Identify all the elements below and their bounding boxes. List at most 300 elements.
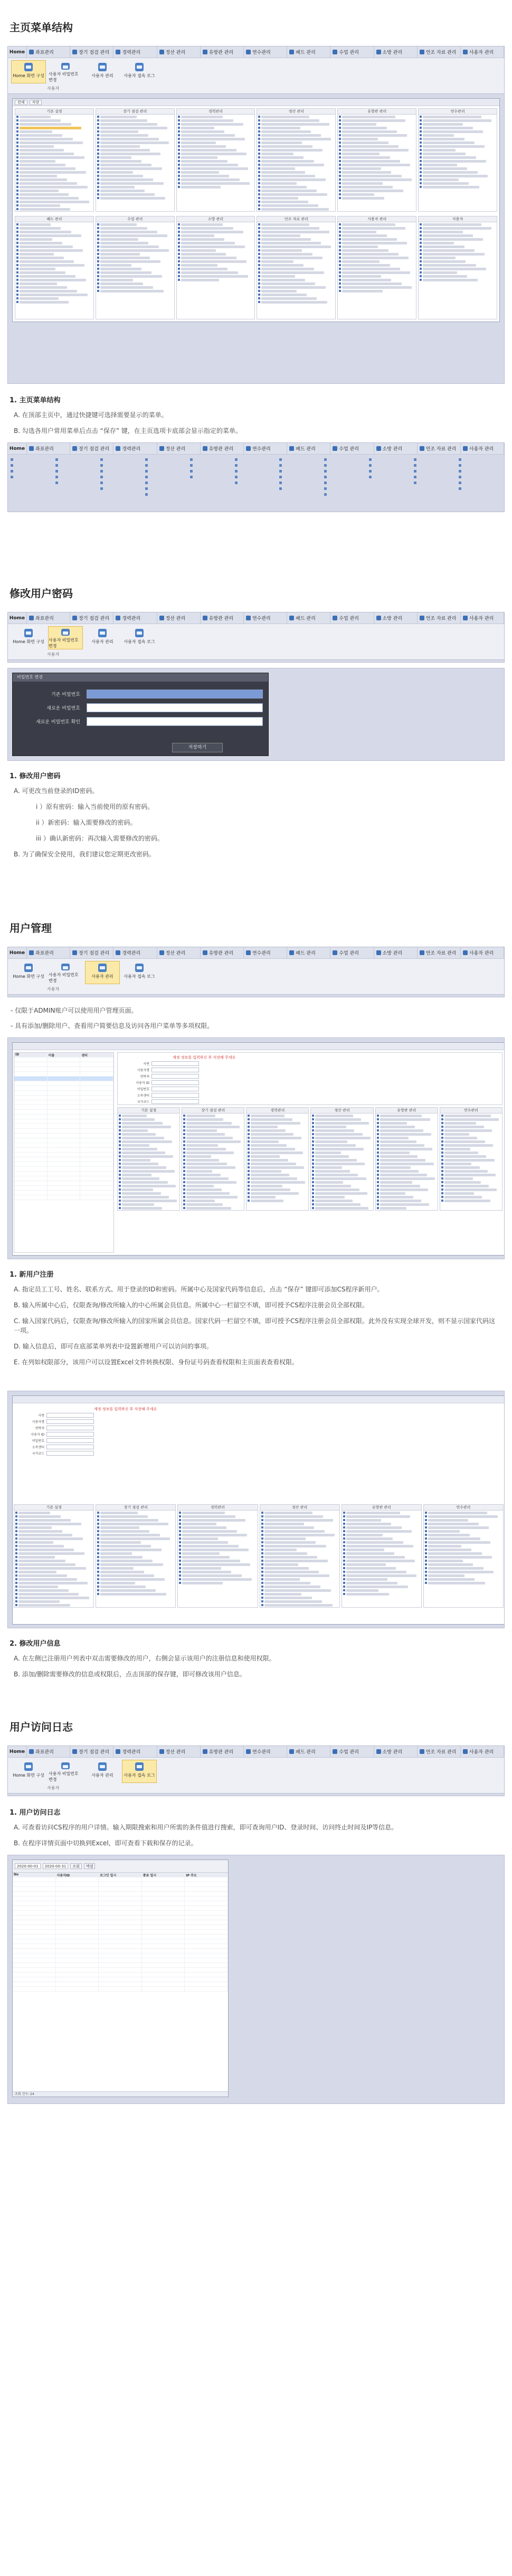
ribbon-tab[interactable] bbox=[157, 612, 201, 624]
ribbon-tab[interactable] bbox=[27, 46, 70, 58]
ribbon-tab[interactable] bbox=[244, 947, 287, 958]
table-row[interactable] bbox=[14, 1186, 113, 1191]
tree-node[interactable] bbox=[428, 1567, 483, 1570]
tree-node[interactable] bbox=[264, 1556, 318, 1559]
tree-node[interactable] bbox=[182, 1567, 221, 1570]
tree-node[interactable] bbox=[181, 141, 216, 144]
tree-node[interactable] bbox=[181, 138, 245, 140]
tree-node[interactable] bbox=[261, 175, 315, 177]
tree-node[interactable] bbox=[315, 1133, 362, 1136]
tree-node[interactable] bbox=[181, 246, 245, 248]
menu-entry[interactable] bbox=[279, 474, 323, 480]
tree-node[interactable] bbox=[181, 160, 228, 163]
tree-node[interactable] bbox=[444, 1192, 474, 1195]
ribbon-tab[interactable] bbox=[157, 443, 201, 454]
tree-node[interactable] bbox=[423, 130, 483, 133]
ribbon-tab[interactable] bbox=[8, 1746, 27, 1757]
tree-node[interactable] bbox=[122, 1181, 168, 1184]
tree-node[interactable] bbox=[342, 123, 376, 126]
tree-node[interactable] bbox=[346, 1523, 392, 1525]
tree-node[interactable] bbox=[186, 1126, 240, 1128]
table-row[interactable] bbox=[13, 1963, 228, 1968]
tree-node[interactable] bbox=[122, 1177, 159, 1180]
tree-node[interactable] bbox=[261, 231, 329, 233]
tree-node[interactable] bbox=[428, 1523, 479, 1525]
tree-node[interactable] bbox=[315, 1115, 353, 1117]
tree-node[interactable] bbox=[342, 130, 396, 133]
menu-entry[interactable] bbox=[234, 463, 278, 468]
tree-node[interactable] bbox=[100, 1530, 149, 1533]
ribbon-tab[interactable] bbox=[157, 1746, 201, 1757]
table-row[interactable] bbox=[14, 1058, 113, 1062]
tree-node[interactable] bbox=[428, 1512, 488, 1514]
tree-node[interactable] bbox=[100, 190, 145, 192]
tree-node[interactable] bbox=[251, 1115, 284, 1117]
ribbon-tab[interactable] bbox=[27, 612, 70, 624]
tree-node[interactable] bbox=[423, 153, 466, 155]
table-row[interactable] bbox=[13, 1949, 228, 1954]
tree-node[interactable] bbox=[380, 1192, 405, 1195]
menu-entry[interactable] bbox=[413, 468, 457, 474]
tree-node[interactable] bbox=[186, 1188, 222, 1191]
tree-node[interactable] bbox=[264, 1526, 315, 1529]
old-password-input[interactable] bbox=[87, 690, 263, 699]
tree-node[interactable] bbox=[261, 208, 328, 211]
tree-node[interactable] bbox=[264, 1574, 329, 1577]
tree-node[interactable] bbox=[182, 1552, 220, 1555]
tree-node[interactable] bbox=[181, 130, 225, 133]
ribbon-tab[interactable] bbox=[461, 443, 504, 454]
tree-node[interactable] bbox=[18, 1571, 56, 1573]
tree-node[interactable] bbox=[264, 1582, 310, 1584]
ribbon-tool-button[interactable] bbox=[85, 1760, 120, 1783]
tree-node[interactable] bbox=[315, 1192, 367, 1195]
tree-node[interactable] bbox=[181, 268, 228, 270]
menu-entry[interactable] bbox=[324, 463, 367, 468]
tree-node[interactable] bbox=[428, 1530, 460, 1533]
tree-node[interactable] bbox=[100, 1593, 166, 1596]
ribbon-tool-button[interactable] bbox=[85, 60, 120, 83]
menu-entry[interactable] bbox=[368, 463, 412, 468]
tree-node[interactable] bbox=[20, 242, 62, 244]
tree-node[interactable] bbox=[181, 264, 217, 267]
tree-node[interactable] bbox=[261, 134, 320, 137]
tree-node[interactable] bbox=[181, 249, 216, 252]
tree-node[interactable] bbox=[20, 290, 77, 292]
menu-entry[interactable] bbox=[279, 486, 323, 492]
tree-node[interactable] bbox=[186, 1159, 219, 1162]
tree-node[interactable] bbox=[181, 271, 238, 274]
tree-node[interactable] bbox=[380, 1200, 422, 1202]
tree-node[interactable] bbox=[186, 1203, 223, 1206]
tree-node[interactable] bbox=[100, 279, 133, 281]
tree-node[interactable] bbox=[346, 1530, 412, 1533]
ribbon-tab[interactable] bbox=[70, 947, 113, 958]
tree-node[interactable] bbox=[444, 1140, 485, 1143]
tree-node[interactable] bbox=[342, 145, 398, 148]
form-input[interactable] bbox=[151, 1087, 199, 1091]
ribbon-tab[interactable] bbox=[418, 947, 461, 958]
tree-node[interactable] bbox=[261, 164, 324, 166]
menu-entry[interactable] bbox=[189, 468, 233, 474]
tree-node[interactable] bbox=[182, 1519, 245, 1522]
tree-node[interactable] bbox=[18, 1530, 62, 1533]
tree-node[interactable] bbox=[444, 1118, 499, 1121]
tree-node[interactable] bbox=[181, 275, 248, 278]
ribbon-tab[interactable] bbox=[330, 947, 374, 958]
tree-node[interactable] bbox=[380, 1185, 420, 1187]
tree-node[interactable] bbox=[346, 1545, 414, 1548]
tree-node[interactable] bbox=[181, 279, 219, 281]
tree-node[interactable] bbox=[342, 171, 391, 174]
tree-node[interactable] bbox=[423, 268, 486, 270]
tree-node[interactable] bbox=[264, 1586, 321, 1588]
menu-entry[interactable] bbox=[145, 463, 188, 468]
form-input[interactable] bbox=[46, 1432, 94, 1437]
table-row[interactable] bbox=[14, 1195, 113, 1200]
ribbon-tab[interactable] bbox=[113, 443, 157, 454]
tree-node[interactable] bbox=[264, 1593, 302, 1596]
tree-node[interactable] bbox=[20, 249, 83, 252]
tree-node[interactable] bbox=[261, 156, 304, 159]
table-row[interactable] bbox=[13, 1887, 228, 1892]
tree-node[interactable] bbox=[20, 116, 51, 118]
tree-node[interactable] bbox=[315, 1170, 350, 1173]
tree-node[interactable] bbox=[444, 1122, 476, 1125]
tree-node[interactable] bbox=[423, 238, 483, 241]
tree-node[interactable] bbox=[423, 223, 481, 226]
tree-node[interactable] bbox=[428, 1537, 480, 1540]
tree-node[interactable] bbox=[100, 1567, 134, 1570]
tree-node[interactable] bbox=[315, 1122, 369, 1125]
tree-node[interactable] bbox=[444, 1177, 473, 1180]
tree-node[interactable] bbox=[380, 1148, 433, 1150]
ribbon-tab[interactable] bbox=[418, 612, 461, 624]
tree-node[interactable] bbox=[346, 1526, 402, 1529]
tree-node[interactable] bbox=[261, 145, 312, 148]
tree-node[interactable] bbox=[261, 186, 307, 188]
save-password-button[interactable]: 저장하기 bbox=[172, 743, 223, 752]
tree-node[interactable] bbox=[186, 1144, 218, 1147]
table-row[interactable] bbox=[13, 1987, 228, 1992]
tree-node[interactable] bbox=[380, 1159, 426, 1162]
form-input[interactable] bbox=[46, 1438, 94, 1443]
ribbon-tab[interactable] bbox=[113, 46, 157, 58]
tree-node[interactable] bbox=[261, 141, 302, 144]
tree-node[interactable] bbox=[100, 178, 154, 181]
tree-node[interactable] bbox=[100, 130, 138, 133]
form-input[interactable] bbox=[151, 1074, 199, 1079]
tree-node[interactable] bbox=[182, 1545, 239, 1548]
tree-node[interactable] bbox=[100, 116, 137, 118]
tree-node[interactable] bbox=[380, 1140, 416, 1143]
tree-node[interactable] bbox=[261, 297, 317, 300]
tree-node[interactable] bbox=[20, 279, 86, 281]
tree-node[interactable] bbox=[342, 279, 391, 281]
tree-node[interactable] bbox=[20, 149, 64, 152]
menu-entry[interactable] bbox=[145, 457, 188, 463]
tree-node[interactable] bbox=[122, 1196, 169, 1199]
tree-node[interactable] bbox=[122, 1207, 162, 1210]
tree-node[interactable] bbox=[342, 138, 378, 140]
tree-node[interactable] bbox=[261, 153, 293, 155]
tree-node[interactable] bbox=[20, 260, 74, 263]
tree-node[interactable] bbox=[182, 1582, 223, 1584]
tree-node[interactable] bbox=[20, 156, 84, 159]
tree-node[interactable] bbox=[342, 182, 383, 185]
tree-node[interactable] bbox=[346, 1567, 396, 1570]
tree-node[interactable] bbox=[122, 1140, 172, 1143]
tree-node[interactable] bbox=[18, 1541, 53, 1544]
tree-node[interactable] bbox=[264, 1560, 328, 1562]
tree-node[interactable] bbox=[423, 264, 476, 267]
menu-entry[interactable] bbox=[189, 474, 233, 480]
tree-node[interactable] bbox=[251, 1122, 300, 1125]
tree-node[interactable] bbox=[380, 1196, 413, 1199]
tree-node[interactable] bbox=[346, 1515, 411, 1518]
table-row[interactable] bbox=[14, 1134, 113, 1138]
tree-node[interactable] bbox=[100, 290, 164, 292]
tree-node[interactable] bbox=[20, 193, 69, 196]
ribbon-tab[interactable] bbox=[287, 46, 330, 58]
tree-node[interactable] bbox=[20, 294, 88, 296]
table-row[interactable] bbox=[13, 1892, 228, 1896]
ribbon-tab[interactable] bbox=[201, 947, 244, 958]
tree-node[interactable] bbox=[261, 249, 302, 252]
tree-node[interactable] bbox=[261, 127, 300, 129]
form-input[interactable] bbox=[46, 1419, 94, 1424]
ribbon-tab[interactable] bbox=[461, 612, 504, 624]
ribbon-tab[interactable] bbox=[201, 612, 244, 624]
tree-node[interactable] bbox=[122, 1115, 147, 1117]
menu-entry[interactable] bbox=[368, 468, 412, 474]
tree-node[interactable] bbox=[342, 127, 386, 129]
menu-entry[interactable] bbox=[279, 463, 323, 468]
tree-node[interactable] bbox=[122, 1159, 150, 1162]
tree-node[interactable] bbox=[251, 1133, 293, 1136]
tree-node[interactable] bbox=[342, 149, 409, 152]
table-row[interactable] bbox=[14, 1124, 113, 1129]
confirm-password-input[interactable] bbox=[87, 717, 263, 726]
menu-entry[interactable] bbox=[234, 474, 278, 480]
ribbon-tab[interactable] bbox=[244, 46, 287, 58]
tree-node[interactable] bbox=[182, 1537, 218, 1540]
tree-node[interactable] bbox=[423, 164, 457, 166]
menu-entry[interactable] bbox=[458, 468, 502, 474]
tree-node[interactable] bbox=[20, 275, 75, 278]
tree-node[interactable] bbox=[423, 234, 473, 237]
tree-node[interactable] bbox=[100, 238, 138, 241]
tree-node[interactable] bbox=[315, 1196, 344, 1199]
tree-node[interactable] bbox=[251, 1129, 286, 1132]
tree-node[interactable] bbox=[380, 1181, 412, 1184]
ribbon-tab[interactable] bbox=[113, 612, 157, 624]
tree-node[interactable] bbox=[264, 1534, 335, 1536]
tree-node[interactable] bbox=[380, 1152, 410, 1154]
tree-node[interactable] bbox=[122, 1174, 151, 1176]
table-row[interactable] bbox=[14, 1191, 113, 1195]
tree-node[interactable] bbox=[20, 171, 86, 174]
tree-node[interactable] bbox=[423, 149, 456, 152]
table-row[interactable] bbox=[13, 1954, 228, 1958]
tree-node[interactable] bbox=[346, 1549, 384, 1551]
tree-node[interactable] bbox=[264, 1515, 323, 1518]
tree-node[interactable] bbox=[428, 1574, 464, 1577]
tree-node[interactable] bbox=[18, 1589, 69, 1592]
tree-node[interactable] bbox=[251, 1200, 283, 1202]
tree-node[interactable] bbox=[423, 227, 491, 230]
tree-node[interactable] bbox=[423, 123, 462, 126]
ribbon-tab[interactable] bbox=[8, 612, 27, 624]
tree-node[interactable] bbox=[423, 182, 469, 185]
tree-node[interactable] bbox=[261, 171, 305, 174]
tree-node[interactable] bbox=[444, 1196, 482, 1199]
tree-node[interactable] bbox=[423, 253, 485, 256]
tree-node[interactable] bbox=[20, 138, 73, 140]
menu-entry[interactable] bbox=[55, 480, 99, 486]
tree-node[interactable] bbox=[186, 1148, 226, 1150]
menu-entry[interactable] bbox=[10, 457, 54, 463]
tree-node[interactable] bbox=[100, 1563, 163, 1566]
tree-node[interactable] bbox=[20, 223, 51, 226]
ribbon-tool-button[interactable] bbox=[122, 626, 157, 649]
tree-node[interactable] bbox=[261, 182, 297, 185]
tree-node[interactable] bbox=[20, 130, 52, 133]
tree-node[interactable] bbox=[342, 242, 407, 244]
tree-node[interactable] bbox=[251, 1118, 292, 1121]
table-row[interactable] bbox=[14, 1143, 113, 1148]
tree-node[interactable] bbox=[20, 234, 81, 237]
tree-node[interactable] bbox=[423, 246, 464, 248]
form-input[interactable] bbox=[151, 1093, 199, 1098]
ribbon-tab[interactable] bbox=[418, 46, 461, 58]
menu-entry[interactable] bbox=[189, 457, 233, 463]
tree-node[interactable] bbox=[182, 1512, 225, 1514]
tree-node[interactable] bbox=[346, 1519, 381, 1522]
tree-node[interactable] bbox=[182, 1556, 230, 1559]
tree-node[interactable] bbox=[186, 1163, 227, 1165]
table-row[interactable] bbox=[13, 1911, 228, 1916]
tree-node[interactable] bbox=[261, 178, 325, 181]
tree-node[interactable] bbox=[122, 1126, 171, 1128]
tree-node[interactable] bbox=[315, 1203, 361, 1206]
tree-node[interactable] bbox=[380, 1129, 423, 1132]
ribbon-tab[interactable] bbox=[461, 46, 504, 58]
tree-node[interactable] bbox=[342, 175, 401, 177]
tree-node[interactable] bbox=[342, 249, 388, 252]
tree-node[interactable] bbox=[261, 167, 295, 170]
tree-node[interactable] bbox=[181, 175, 230, 177]
tree-node[interactable] bbox=[264, 1604, 333, 1607]
menu-entry[interactable] bbox=[145, 474, 188, 480]
tree-node[interactable] bbox=[264, 1600, 323, 1603]
tree-node[interactable] bbox=[264, 1537, 306, 1540]
tree-node[interactable] bbox=[100, 141, 169, 144]
tree-node[interactable] bbox=[100, 145, 140, 148]
tree-node[interactable] bbox=[186, 1181, 236, 1184]
menu-entry[interactable] bbox=[55, 468, 99, 474]
tree-node[interactable] bbox=[423, 249, 475, 252]
tree-node[interactable] bbox=[261, 138, 331, 140]
ribbon-tab[interactable] bbox=[201, 443, 244, 454]
ribbon-tab[interactable] bbox=[70, 443, 113, 454]
menu-entry[interactable] bbox=[324, 468, 367, 474]
tree-node[interactable] bbox=[122, 1129, 148, 1132]
tree-node[interactable] bbox=[261, 201, 308, 203]
tree-node[interactable] bbox=[20, 127, 81, 129]
table-row[interactable] bbox=[14, 1162, 113, 1167]
tree-node[interactable] bbox=[100, 1512, 138, 1514]
tree-node[interactable] bbox=[122, 1148, 157, 1150]
tree-node[interactable] bbox=[315, 1166, 342, 1169]
tree-node[interactable] bbox=[181, 260, 246, 263]
tree-node[interactable] bbox=[181, 182, 250, 185]
tree-node[interactable] bbox=[380, 1163, 434, 1165]
tree-node[interactable] bbox=[100, 127, 167, 129]
tree-node[interactable] bbox=[100, 227, 147, 230]
tree-node[interactable] bbox=[100, 164, 152, 166]
tree-node[interactable] bbox=[315, 1163, 365, 1165]
tree-node[interactable] bbox=[261, 279, 305, 281]
table-row[interactable] bbox=[13, 1916, 228, 1920]
menu-entry[interactable] bbox=[10, 468, 54, 474]
tree-node[interactable] bbox=[444, 1155, 487, 1158]
tree-node[interactable] bbox=[261, 271, 324, 274]
tree-node[interactable] bbox=[342, 141, 388, 144]
tree-node[interactable] bbox=[181, 167, 248, 170]
tree-node[interactable] bbox=[100, 149, 150, 152]
tree-node[interactable] bbox=[100, 1534, 160, 1536]
tree-node[interactable] bbox=[342, 290, 383, 292]
tree-node[interactable] bbox=[182, 1515, 235, 1518]
tree-node[interactable] bbox=[342, 257, 409, 259]
menu-entry[interactable] bbox=[10, 474, 54, 480]
tree-node[interactable] bbox=[264, 1519, 334, 1522]
menu-entry[interactable] bbox=[458, 474, 502, 480]
tree-node[interactable] bbox=[423, 271, 457, 274]
tree-node[interactable] bbox=[264, 1523, 304, 1525]
ribbon-tab[interactable] bbox=[70, 1746, 113, 1757]
tree-node[interactable] bbox=[20, 182, 77, 185]
tree-node[interactable] bbox=[20, 257, 64, 259]
tree-node[interactable] bbox=[100, 1541, 141, 1544]
tree-node[interactable] bbox=[186, 1185, 214, 1187]
table-row[interactable] bbox=[14, 1072, 113, 1077]
date-from-input[interactable]: 2020-00-01 bbox=[15, 1863, 41, 1869]
tree-node[interactable] bbox=[181, 149, 236, 152]
tree-node[interactable] bbox=[181, 234, 215, 237]
tree-node[interactable] bbox=[428, 1563, 473, 1566]
menu-entry[interactable] bbox=[100, 468, 144, 474]
tree-node[interactable] bbox=[182, 1563, 250, 1566]
tree-node[interactable] bbox=[261, 275, 295, 278]
tree-node[interactable] bbox=[444, 1126, 484, 1128]
tree-node[interactable] bbox=[181, 171, 219, 174]
tree-node[interactable] bbox=[264, 1549, 297, 1551]
ribbon-tab[interactable] bbox=[201, 46, 244, 58]
tree-node[interactable] bbox=[251, 1148, 295, 1150]
tree-node[interactable] bbox=[444, 1181, 481, 1184]
ribbon-tab[interactable] bbox=[27, 1746, 70, 1757]
tree-node[interactable] bbox=[20, 134, 62, 137]
menu-entry[interactable] bbox=[458, 457, 502, 463]
menu-entry[interactable] bbox=[413, 474, 457, 480]
tree-node[interactable] bbox=[122, 1122, 163, 1125]
tree-node[interactable] bbox=[444, 1200, 490, 1202]
tree-node[interactable] bbox=[346, 1574, 417, 1577]
menu-entry[interactable] bbox=[55, 457, 99, 463]
tree-node[interactable] bbox=[122, 1188, 153, 1191]
